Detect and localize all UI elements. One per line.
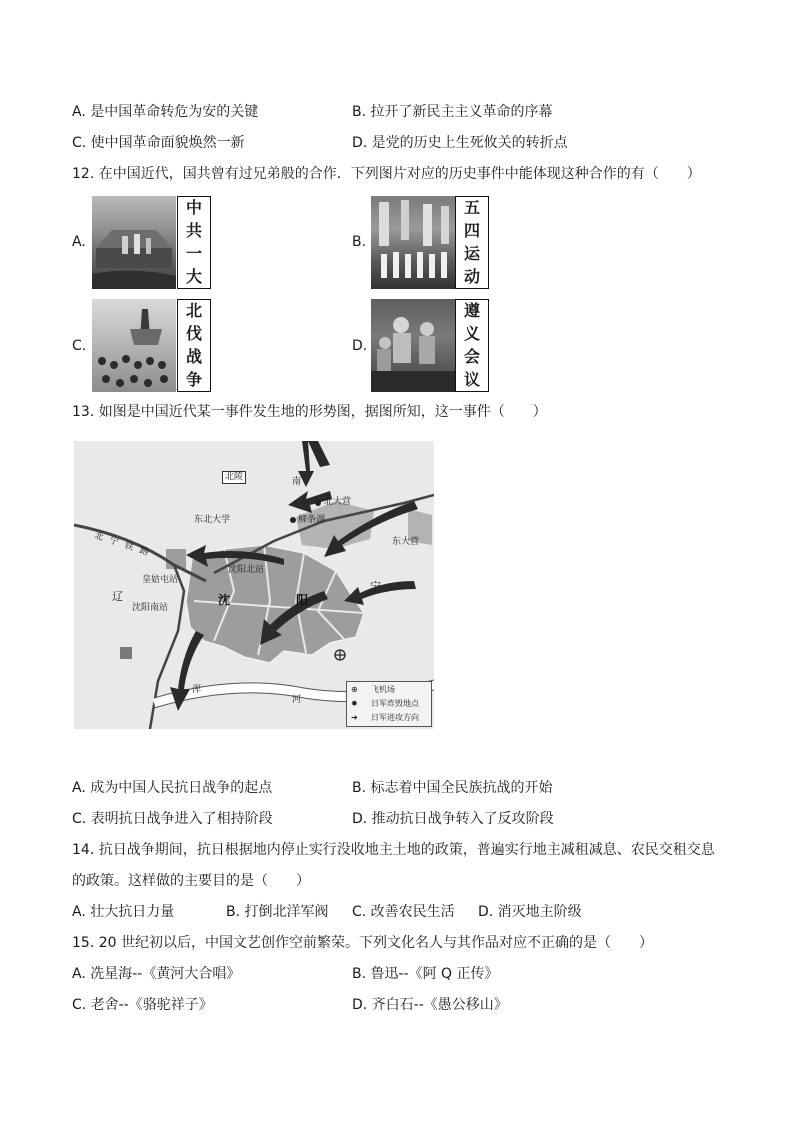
label-char: 五 bbox=[463, 198, 480, 218]
q15-option-c: C. 老舍--《骆驼祥子》 bbox=[72, 997, 213, 1013]
label-char: 伐 bbox=[185, 324, 202, 344]
label-char: 大 bbox=[185, 266, 202, 286]
map-legend bbox=[346, 681, 432, 727]
map-label-hun: 浑 bbox=[192, 685, 202, 695]
map-label-liao: 辽 bbox=[112, 590, 123, 603]
label-char: 议 bbox=[463, 369, 480, 389]
map-label-liutiaohu: 柳条湖 bbox=[298, 515, 326, 525]
q14-option-a: A. 壮大抗日力量 bbox=[72, 904, 175, 920]
q15-option-b: B. 鲁迅--《阿 Q 正传》 bbox=[352, 966, 499, 982]
legend-bomb: ✸ 日军炸毁地点 bbox=[351, 699, 419, 708]
map-label-shen: 沈 bbox=[218, 593, 231, 607]
map-label-beining-railway: 北 宁 铁 路 bbox=[92, 531, 152, 559]
q13-map bbox=[74, 441, 434, 729]
q12-option-a-letter: A. bbox=[72, 234, 86, 250]
q12-option-a-photo bbox=[92, 196, 176, 289]
q14-option-d: D. 消灭地主阶级 bbox=[478, 904, 582, 920]
map-label-shenyang-north: 沈阳北站 bbox=[228, 565, 265, 575]
q11-option-c: C. 使中国革命面貌焕然一新 bbox=[72, 135, 245, 151]
legend-airport: ⊕ 飞机场 bbox=[351, 685, 395, 694]
q13-option-d: D. 推动抗日战争转入了反攻阶段 bbox=[352, 811, 554, 827]
legend-arrow: ➜ 日军进攻方向 bbox=[351, 713, 419, 722]
map-label-yang: 阳 bbox=[296, 593, 309, 607]
label-char: 争 bbox=[185, 369, 202, 389]
map-label-beidaying: 北大营 bbox=[324, 497, 352, 507]
q15-option-d: D. 齐白石--《愚公移山》 bbox=[352, 997, 508, 1013]
q14-stem-line1: 14. 抗日战争期间，抗日根据地内停止实行没收地主土地的政策，普遍实行地主减租减息、农民交租交息 bbox=[72, 842, 715, 858]
q13-option-b: B. 标志着中国全民族抗战的开始 bbox=[352, 780, 553, 796]
q14-option-c: C. 改善农民生活 bbox=[352, 904, 455, 920]
q13-option-a: A. 成为中国人民抗日战争的起点 bbox=[72, 780, 273, 796]
q13-option-c: C. 表明抗日战争进入了相持阶段 bbox=[72, 811, 273, 827]
q13-stem: 13. 如图是中国近代某一事件发生地的形势图，据图所知，这一事件（ ） bbox=[72, 404, 547, 420]
q11-option-a: A. 是中国革命转危为安的关键 bbox=[72, 104, 259, 120]
q12-option-b-letter: B. bbox=[352, 234, 367, 250]
q11-option-d: D. 是党的历史上生死攸关的转折点 bbox=[352, 135, 568, 151]
q14-stem-line2: 的政策。这样做的主要目的是（ ） bbox=[72, 873, 310, 889]
label-char: 一 bbox=[185, 243, 202, 263]
q12-option-d-photo bbox=[371, 299, 455, 392]
airport-icon: ⊕ bbox=[351, 685, 358, 694]
q12-option-d-label bbox=[455, 299, 489, 392]
map-label-ning: 宁 bbox=[370, 580, 381, 593]
label-char: 中 bbox=[185, 198, 202, 218]
q15-stem: 15. 20 世纪初以后，中国文艺创作空前繁荣。下列文化名人与其作品对应不正确的是（ ） bbox=[72, 935, 653, 951]
map-label-huanggutun: 皇姑屯站 bbox=[142, 575, 179, 585]
q14-option-b: B. 打倒北洋军阀 bbox=[226, 904, 329, 920]
map-label-shenyang-south: 沈阳南站 bbox=[132, 603, 169, 613]
map-label-dongdaying: 东大营 bbox=[392, 537, 420, 547]
label-char: 四 bbox=[463, 221, 480, 241]
arrow-icon: ➜ bbox=[351, 713, 358, 722]
q11-option-b: B. 拉开了新民主主义革命的序幕 bbox=[352, 104, 553, 120]
bomb-site-icon: ✸ bbox=[351, 699, 358, 708]
label-char: 战 bbox=[185, 346, 202, 366]
label-char: 北 bbox=[185, 301, 202, 321]
label-char: 义 bbox=[463, 324, 480, 344]
label-char: 动 bbox=[463, 266, 480, 286]
q12-option-c-letter: C. bbox=[72, 338, 87, 354]
q12-option-b-label bbox=[455, 196, 489, 289]
q12-option-b-photo bbox=[371, 196, 455, 289]
map-label-nan: 南 bbox=[292, 477, 302, 487]
q12-option-c-photo bbox=[92, 299, 176, 392]
q12-option-c-label bbox=[177, 299, 211, 392]
map-label-dongbei-univ: 东北大学 bbox=[194, 515, 231, 525]
label-char: 运 bbox=[463, 243, 480, 263]
q12-option-a-label bbox=[177, 196, 211, 289]
map-label-he: 河 bbox=[292, 695, 302, 705]
label-char: 遵 bbox=[463, 301, 480, 321]
q12-option-d-letter: D. bbox=[352, 338, 368, 354]
label-char: 会 bbox=[463, 346, 480, 366]
map-label-beiling: 北陵 bbox=[222, 471, 246, 484]
q12-stem: 12. 在中国近代，国共曾有过兄弟般的合作．下列图片对应的历史事件中能体现这种合作的有（ ） bbox=[72, 166, 701, 182]
q15-option-a: A. 冼星海--《黄河大合唱》 bbox=[72, 966, 241, 982]
label-char: 共 bbox=[185, 221, 202, 241]
